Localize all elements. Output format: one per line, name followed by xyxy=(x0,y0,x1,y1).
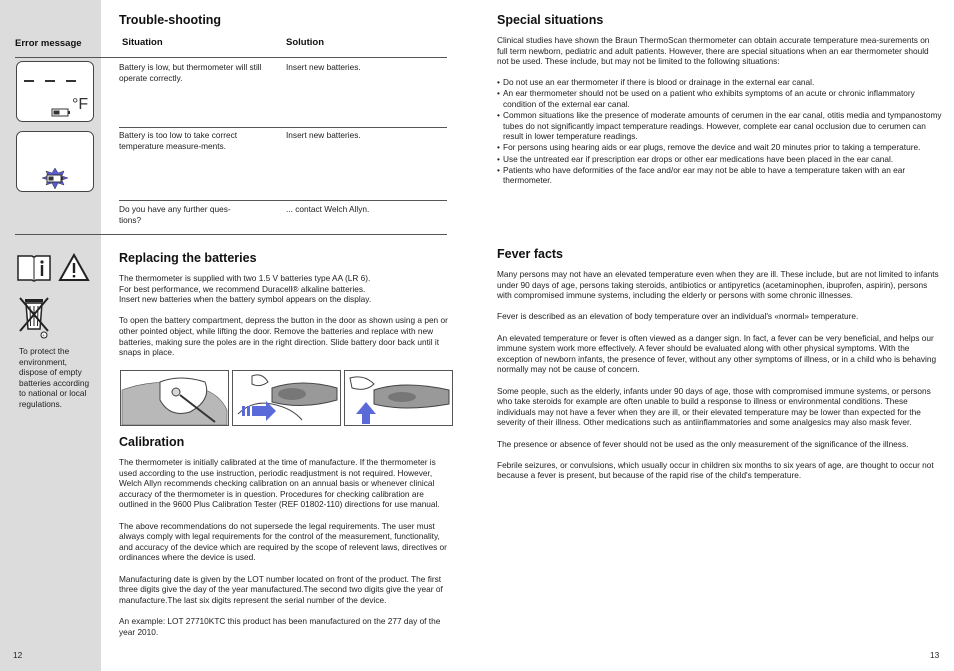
calibration-paragraph-2: The above recommendations do not supersede the legal requirements. The user must always comply with legal requirements for the control of the measurement, functionality, and accuracy of the device which are required by the scope of relevent laws, directives or ordinances where the device is used. xyxy=(119,520,447,563)
section-rule xyxy=(15,234,447,235)
table-header-rule xyxy=(15,57,447,58)
list-item: • An ear thermometer should not be used on a patient who exhibits symptoms of an acute or chronic inflammatory condition of the external ear canal. xyxy=(497,88,942,109)
fever-facts-title: Fever facts xyxy=(497,247,564,261)
replacing-line-3: Insert new batteries when the battery symbol appears on the display. xyxy=(119,294,372,305)
row2-situation: Battery is too low to take correct temperature measure-ments. xyxy=(119,130,238,151)
replacing-batteries-text xyxy=(119,273,449,358)
replacing-paragraph-2: To open the battery compartment, depress the button in the door as shown using a pen or other pointed object, while lifting the door. Remove the batteries and replace with new batteries, making sure the poles are in the right direction. Slide battery door back until it snaps in place. xyxy=(119,315,448,358)
display-low-battery xyxy=(16,61,94,122)
row-rule-2 xyxy=(119,200,447,201)
calibration-paragraph-3: Manufacturing date is given by the LOT number located on front of the product. The first three digits give the day of the year manufactured.The second two digits give the year of manufacture.The last six digits represent the serial number of the device. xyxy=(119,573,443,605)
list-item: • Do not use an ear thermometer if there is blood or drainage in the external ear canal. xyxy=(497,77,942,88)
calibration-title: Calibration xyxy=(119,435,185,449)
special-situations-text xyxy=(497,35,942,186)
list-item: • Patients who have deformities of the face and/or ear may not be able to have a temperature taken with an ear thermometer. xyxy=(497,165,942,186)
row3-solution: ... contact Welch Allyn. xyxy=(286,204,370,214)
battery-insert-illustration xyxy=(232,370,341,426)
replacing-line-1: The thermometer is supplied with two 1.5 V batteries type AA (LR 6). xyxy=(119,273,371,283)
calibration-paragraph-1: The thermometer is initially calibrated at the time of manufacture. If the thermometer is used according to the use instruction, periodic readjustment is not required. However, Welch Allyn recommends checking calibration on an annual basis or whenever clinical accuracy of the thermometer is in question. Procedures for checking calibration are outlined in the 9600 Plus Calibration Tester (REF 01802-110) directions for use manual. xyxy=(119,457,440,510)
display-battery-too-low xyxy=(16,131,94,192)
page-number-left: 12 xyxy=(13,650,23,660)
fever-paragraph-3-line-1: An elevated temperature or fever is often viewed as a danger sign. In fact, a fever can be very beneficial, and helps our xyxy=(497,332,934,343)
row1-situation: Battery is low, but thermometer will still operate correctly. xyxy=(119,62,262,83)
special-situations-title: Special situations xyxy=(497,13,604,27)
replacing-batteries-title: Replacing the batteries xyxy=(119,251,257,265)
list-item: • Use the untreated ear if prescription ear drops or other ear medications have been placed in the ear canal. xyxy=(497,154,942,165)
row1-solution: Insert new batteries. xyxy=(286,62,361,72)
row-rule-1 xyxy=(119,127,447,128)
col-header-error-message: Error message xyxy=(15,38,82,49)
row3-situation: Do you have any further ques-tions? xyxy=(119,204,231,225)
battery-door-close-illustration xyxy=(344,370,453,426)
warning-icon xyxy=(58,253,90,282)
environment-note: To protect the environment, dispose of empty batteries according to national or local regulations. xyxy=(19,346,90,409)
special-situations-list xyxy=(497,77,942,185)
fever-paragraph-4: Some people, such as the elderly, infants under 90 days of age, those with compromised immune systems, or persons who take steroids for example are often unable to build a response to illness or environmental conditions. These individuals may not have a fever when they are ill, or their elevated temperature may be lower than expected for the severity of their illness. Other medications such as antiinflammatories and some analgesics may also mask fever. xyxy=(497,385,931,428)
crossed-out-bin-icon xyxy=(17,293,51,339)
unit-label: °F xyxy=(72,96,89,113)
replacing-line-2: For best performance, we recommend Duracell® alkaline batteries. xyxy=(119,283,366,294)
col-header-situation: Situation xyxy=(122,37,163,48)
special-intro: Clinical studies have shown the Braun ThermoScan thermometer can obtain accurate temperature mea-surements on full term newborn, pediatric and adult patients. However, there are special situations when an ear thermometer should not be used. These include, but may not be limited to the following situations: xyxy=(497,35,930,67)
fever-paragraph-5: The presence or absence of fever should not be used as the only measurement of the significance of the illness. xyxy=(497,438,909,449)
fever-paragraph-2: Fever is described as an elevation of body temperature over an individual's «normal» temperature. xyxy=(497,311,859,322)
fever-facts-text xyxy=(497,269,943,481)
svg-text:+: + xyxy=(42,332,45,338)
fever-paragraph-1: Many persons may not have an elevated temperature even when they are ill. These include, but are not limited to infants under 90 days of age, persons taking steroids, antibiotics or antipyretics (acetaminophen, ibuprofen, aspirin), persons with compromised immune systems, including the elderly or persons with some chronic illnesses. xyxy=(497,269,939,301)
battery-door-illustration-1 xyxy=(120,370,229,426)
trouble-shooting-title: Trouble-shooting xyxy=(119,13,222,27)
list-item: • For persons using hearing aids or ear plugs, remove the device and wait 20 minutes prior to taking a temperature. xyxy=(497,142,942,153)
fever-paragraph-3-line-2: immune system work more effectively. A fever should be evaluated along with other physical symptoms. With the exception of newborn infants, the presence of fever, without any other symptoms of illness, or in a child who is behaving normally may not be cause of concern. xyxy=(497,343,937,375)
calibration-paragraph-4: An example: LOT 27710KTC this product has been manufactured on the 277 day of the year 2010. xyxy=(119,615,441,637)
page-number-right: 13 xyxy=(930,650,940,660)
row2-solution: Insert new batteries. xyxy=(286,130,361,140)
info-manual-icon xyxy=(16,253,52,283)
calibration-text xyxy=(119,457,451,637)
col-header-solution: Solution xyxy=(286,37,324,48)
fever-paragraph-6: Febrile seizures, or convulsions, which usually occur in children six months to six years of age, are thought to occur not because a fever is present, but because of the rapid rise of the child's temperature. xyxy=(497,459,934,481)
list-item: • Common situations like the presence of moderate amounts of cerumen in the ear canal, otitis media and tympanostomy tubes do not significantly impact temperature readings. However, complete ear canal occlusion due to cerumen can result in lower temperature readings. xyxy=(497,110,942,142)
